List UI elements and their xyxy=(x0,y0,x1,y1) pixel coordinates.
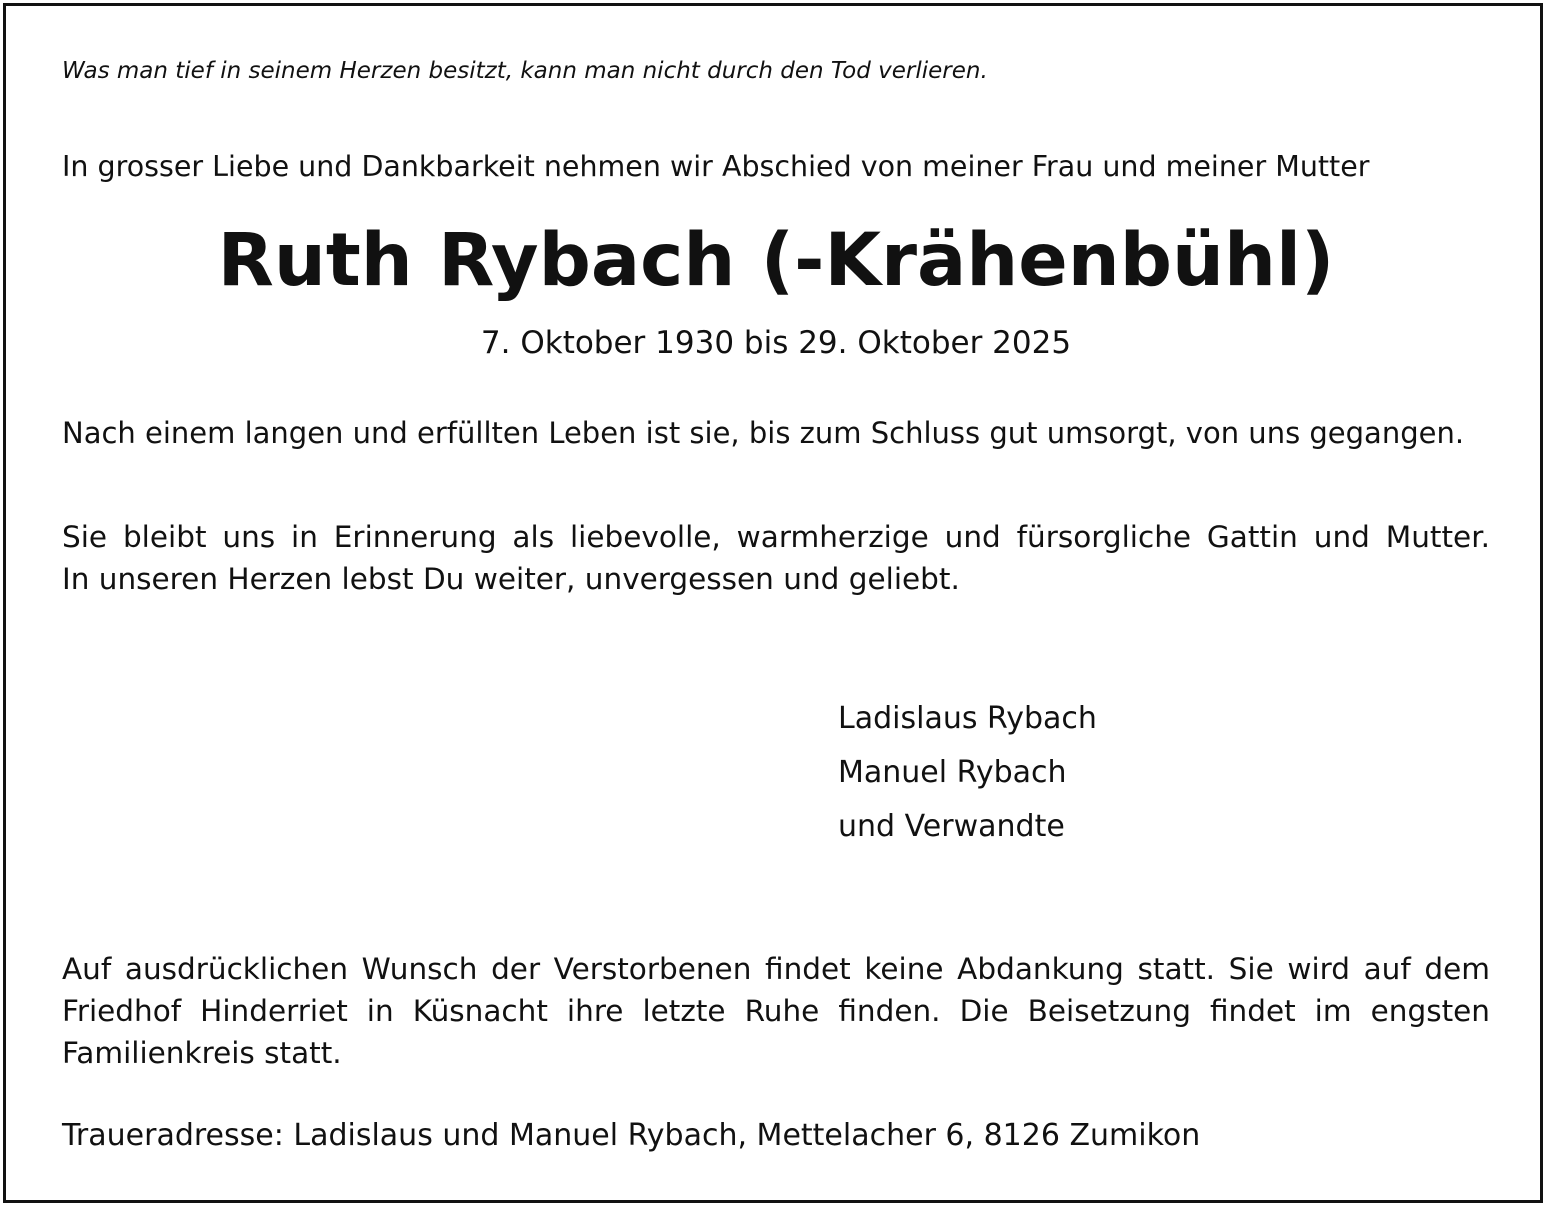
signer-1: Ladislaus Rybach xyxy=(838,701,1097,736)
funeral-notice-line-3: Familienkreis statt. xyxy=(62,1036,342,1070)
funeral-notice-line-2: Friedhof Hinderriet in Küsnacht ihre letzte Ruhe finden. Die Beisetzung findet im engsten xyxy=(62,994,1490,1028)
signer-2: Manuel Rybach xyxy=(838,755,1067,790)
signers-list xyxy=(838,698,1097,860)
erinnerung-line-2: In unseren Herzen lebst Du weiter, unvergessen und geliebt. xyxy=(62,562,960,596)
erinnerung-line-1: Sie bleibt uns in Erinnerung als liebevolle, warmherzige und fürsorgliche Gattin und Mutter. xyxy=(62,520,1490,554)
motto-quote: Was man tief in seinem Herzen besitzt, kann man nicht durch den Tod verlieren. xyxy=(62,58,988,84)
signer-3: und Verwandte xyxy=(838,809,1065,844)
intro-text: In grosser Liebe und Dankbarkeit nehmen wir Abschied von meiner Frau und meiner Mutter xyxy=(62,150,1370,183)
deceased-name: Ruth Rybach (-Krähenbühl) xyxy=(217,218,1335,303)
mourning-address: Traueradresse: Ladislaus und Manuel Rybach, Mettelacher 6, 8126 Zumikon xyxy=(62,1118,1201,1153)
funeral-notice xyxy=(62,948,1490,1074)
paragraph-leben: Nach einem langen und erfüllten Leben ist sie, bis zum Schluss gut umsorgt, von uns gegangen. xyxy=(62,416,1465,450)
paragraph-erinnerung xyxy=(62,516,1490,600)
funeral-notice-line-1: Auf ausdrücklichen Wunsch der Verstorbenen findet keine Abdankung statt. Sie wird auf dem xyxy=(62,952,1490,986)
life-dates: 7. Oktober 1930 bis 29. Oktober 2025 xyxy=(480,325,1072,361)
